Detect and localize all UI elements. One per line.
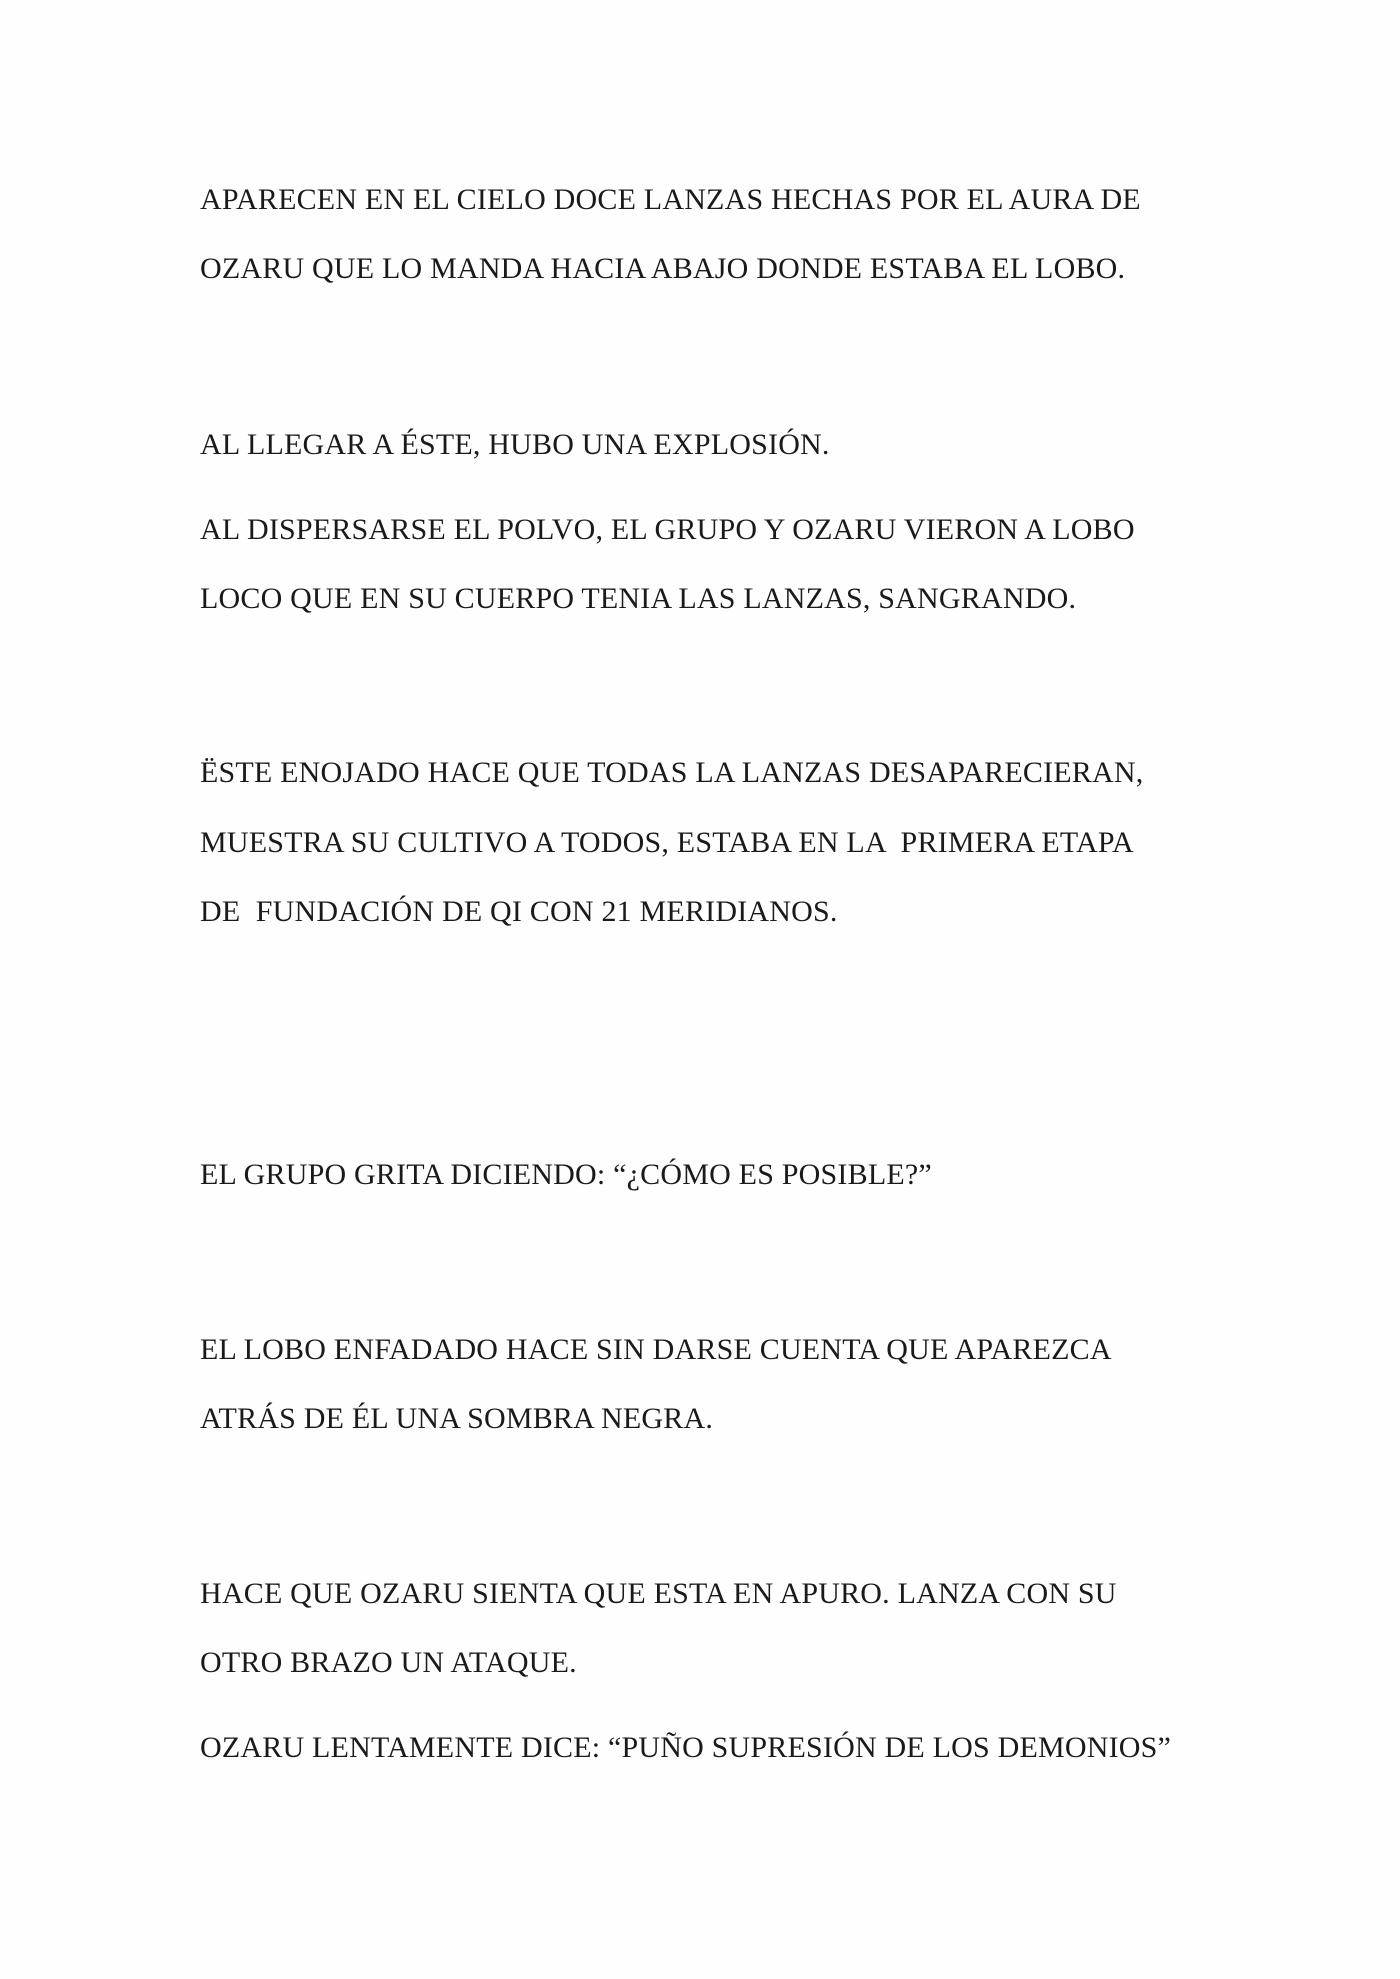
text-line: AL DISPERSARSE EL POLVO, EL GRUPO Y OZARU VIERON A LOBO (200, 513, 1135, 546)
text-line: OZARU LENTAMENTE DICE: “PUÑO SUPRESIÓN DE LOS DEMONIOS” (200, 1731, 1172, 1764)
text-line: HACE QUE OZARU SIENTA QUE ESTA EN APURO. LANZA CON SU (200, 1577, 1117, 1610)
text-line: APARECEN EN EL CIELO DOCE LANZAS HECHAS POR EL AURA DE (200, 183, 1141, 216)
text-line: EL LOBO ENFADADO HACE SIN DARSE CUENTA QUE APAREZCA (200, 1333, 1112, 1366)
text-line: DE FUNDACIÓN DE QI CON 21 MERIDIANOS. (200, 895, 838, 928)
text-line: MUESTRA SU CULTIVO A TODOS, ESTABA EN LA PRIMERA ETAPA (200, 826, 1134, 859)
text-line: EL GRUPO GRITA DICIENDO: “¿CÓMO ES POSIBLE?” (200, 1158, 932, 1191)
text-line: OTRO BRAZO UN ATAQUE. (200, 1646, 577, 1679)
text-line: AL LLEGAR A ÉSTE, HUBO UNA EXPLOSIÓN. (200, 428, 830, 461)
text-line: ËSTE ENOJADO HACE QUE TODAS LA LANZAS DESAPARECIERAN, (200, 756, 1144, 789)
text-line: ATRÁS DE ÉL UNA SOMBRA NEGRA. (200, 1402, 714, 1435)
text-line: OZARU QUE LO MANDA HACIA ABAJO DONDE ESTABA EL LOBO. (200, 252, 1126, 285)
text-line: LOCO QUE EN SU CUERPO TENIA LAS LANZAS, SANGRANDO. (200, 582, 1077, 615)
